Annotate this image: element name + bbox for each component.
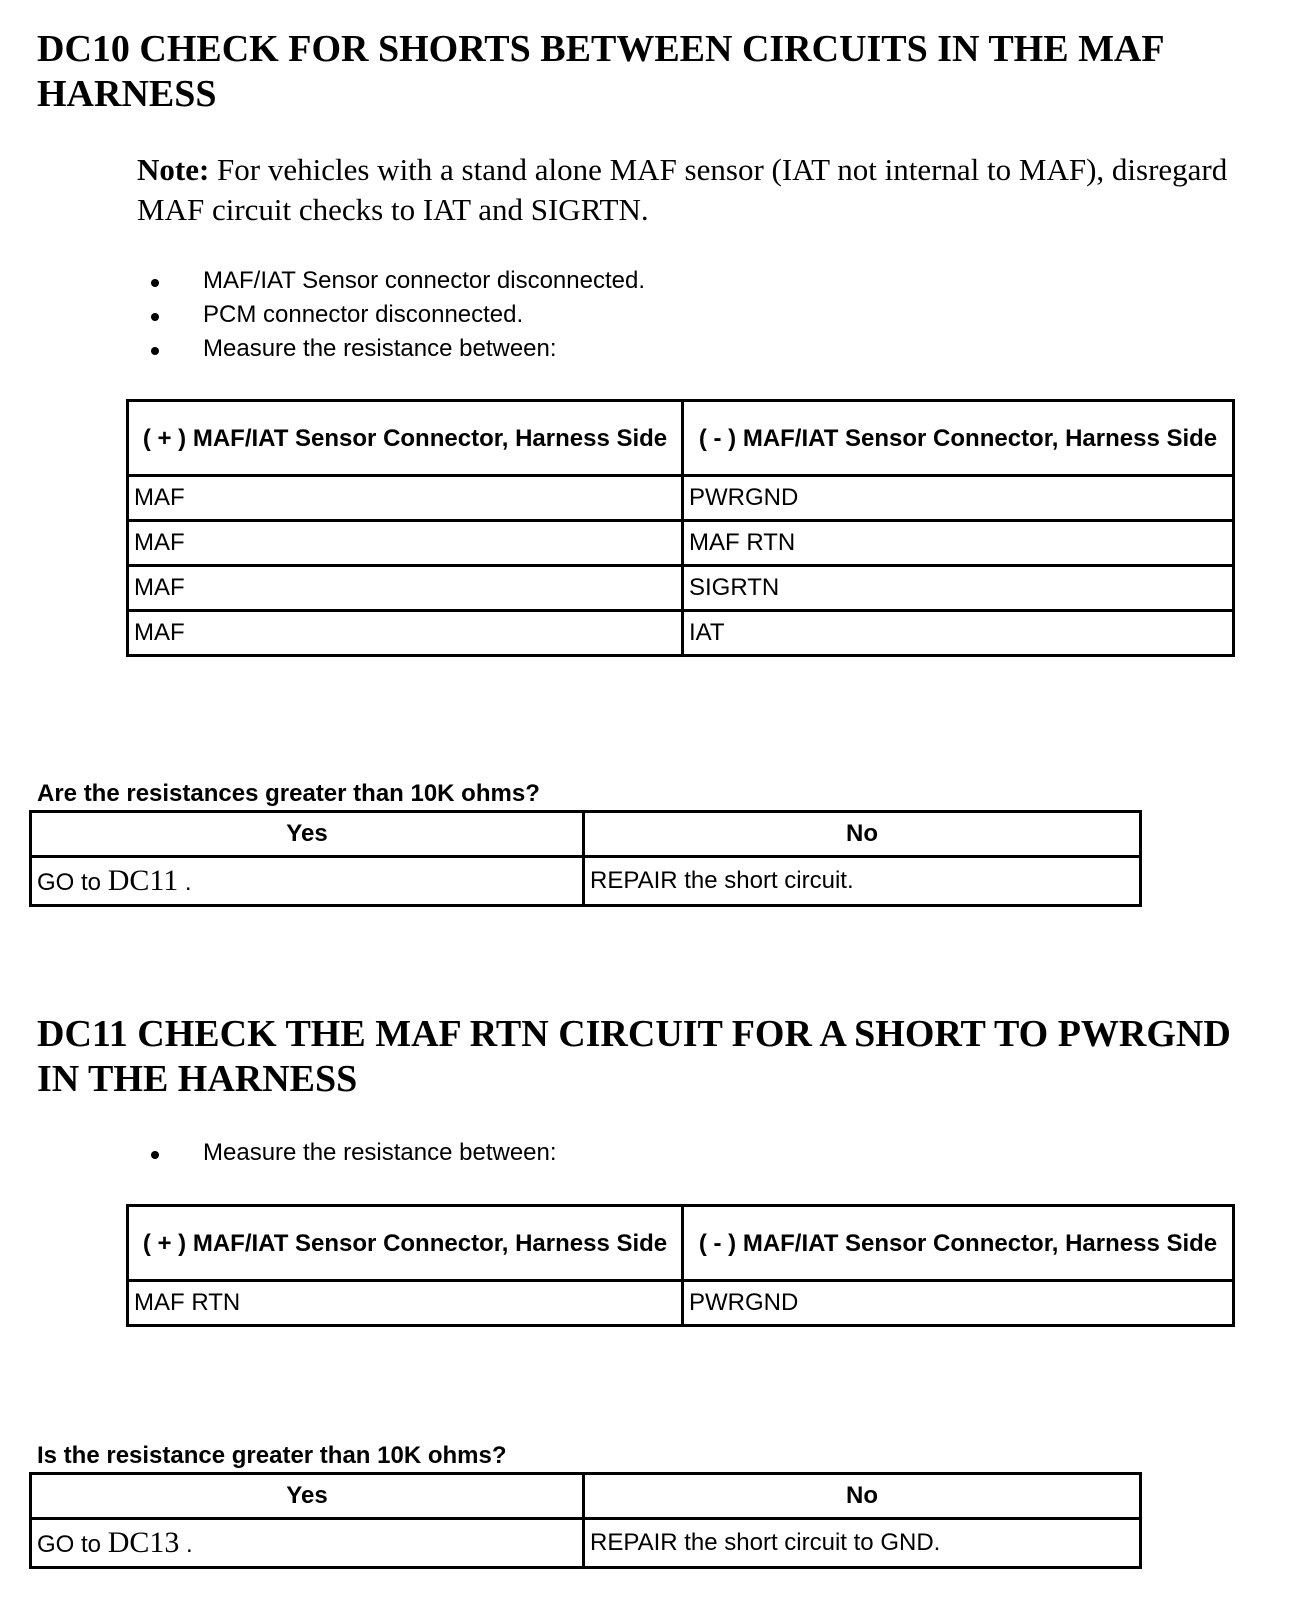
dc11-answer-table [29, 1472, 1142, 1569]
dc10-note-text: For vehicles with a stand alone MAF sensor (IAT not internal to MAF), disregard MAF circuit checks to IAT and SIGRTN. [137, 152, 1228, 227]
table-row [128, 1281, 1234, 1326]
dc11-question: Is the resistance greater than 10K ohms? [37, 1442, 507, 1469]
dc10-note-label: Note: [137, 152, 210, 187]
no-action-cell: REPAIR the short circuit. [584, 857, 1141, 906]
yes-action-cell [31, 857, 584, 906]
dc10-steps-list [145, 264, 645, 366]
dc10-note [137, 150, 1277, 230]
yes-action-prefix: GO to [37, 869, 102, 896]
positive-lead-cell: MAF RTN [128, 1281, 683, 1326]
negative-lead-cell: MAF RTN [683, 521, 1234, 566]
table-header-row [31, 812, 1141, 857]
dc10-question: Are the resistances greater than 10K ohms? [37, 780, 540, 807]
dc11-heading: DC11 CHECK THE MAF RTN CIRCUIT FOR A SHORT TO PWRGND IN THE HARNESS [37, 1013, 1231, 1100]
dc10-answer-table [29, 810, 1142, 907]
dc10-step: PCM connector disconnected. [145, 298, 645, 332]
no-header: No [584, 812, 1141, 857]
negative-lead-header: ( - ) MAF/IAT Sensor Connector, Harness Side [683, 1206, 1234, 1281]
dc11-steps-list [145, 1136, 557, 1170]
yes-action-suffix: . [178, 869, 192, 896]
table-row [128, 566, 1234, 611]
dc11-link[interactable]: DC11 [107, 864, 179, 897]
positive-lead-header: ( + ) MAF/IAT Sensor Connector, Harness Side [128, 1206, 683, 1281]
table-row [128, 521, 1234, 566]
dc11-step: Measure the resistance between: [145, 1136, 557, 1170]
negative-lead-cell: PWRGND [683, 476, 1234, 521]
yes-header: Yes [31, 1474, 584, 1519]
positive-lead-header: ( + ) MAF/IAT Sensor Connector, Harness Side [128, 401, 683, 476]
negative-lead-cell: PWRGND [683, 1281, 1234, 1326]
table-row [128, 476, 1234, 521]
negative-lead-header: ( - ) MAF/IAT Sensor Connector, Harness Side [683, 401, 1234, 476]
yes-header: Yes [31, 812, 584, 857]
positive-lead-cell: MAF [128, 521, 683, 566]
positive-lead-cell: MAF [128, 566, 683, 611]
negative-lead-cell: IAT [683, 611, 1234, 656]
table-header-row [128, 1206, 1234, 1281]
table-row [31, 857, 1141, 906]
yes-action-prefix: GO to [37, 1531, 102, 1558]
dc10-step: MAF/IAT Sensor connector disconnected. [145, 264, 645, 298]
no-action-cell: REPAIR the short circuit to GND. [584, 1519, 1141, 1568]
yes-action-suffix: . [179, 1531, 193, 1558]
dc13-link[interactable]: DC13 [107, 1526, 180, 1559]
negative-lead-cell: SIGRTN [683, 566, 1234, 611]
dc10-heading: DC10 CHECK FOR SHORTS BETWEEN CIRCUITS IN THE MAF HARNESS [37, 28, 1164, 115]
dc10-step: Measure the resistance between: [145, 332, 645, 366]
positive-lead-cell: MAF [128, 611, 683, 656]
positive-lead-cell: MAF [128, 476, 683, 521]
table-header-row [128, 401, 1234, 476]
yes-action-cell [31, 1519, 584, 1568]
table-row [128, 611, 1234, 656]
dc11-connector-table [126, 1204, 1235, 1327]
dc10-connector-table [126, 399, 1235, 657]
table-header-row [31, 1474, 1141, 1519]
no-header: No [584, 1474, 1141, 1519]
table-row [31, 1519, 1141, 1568]
